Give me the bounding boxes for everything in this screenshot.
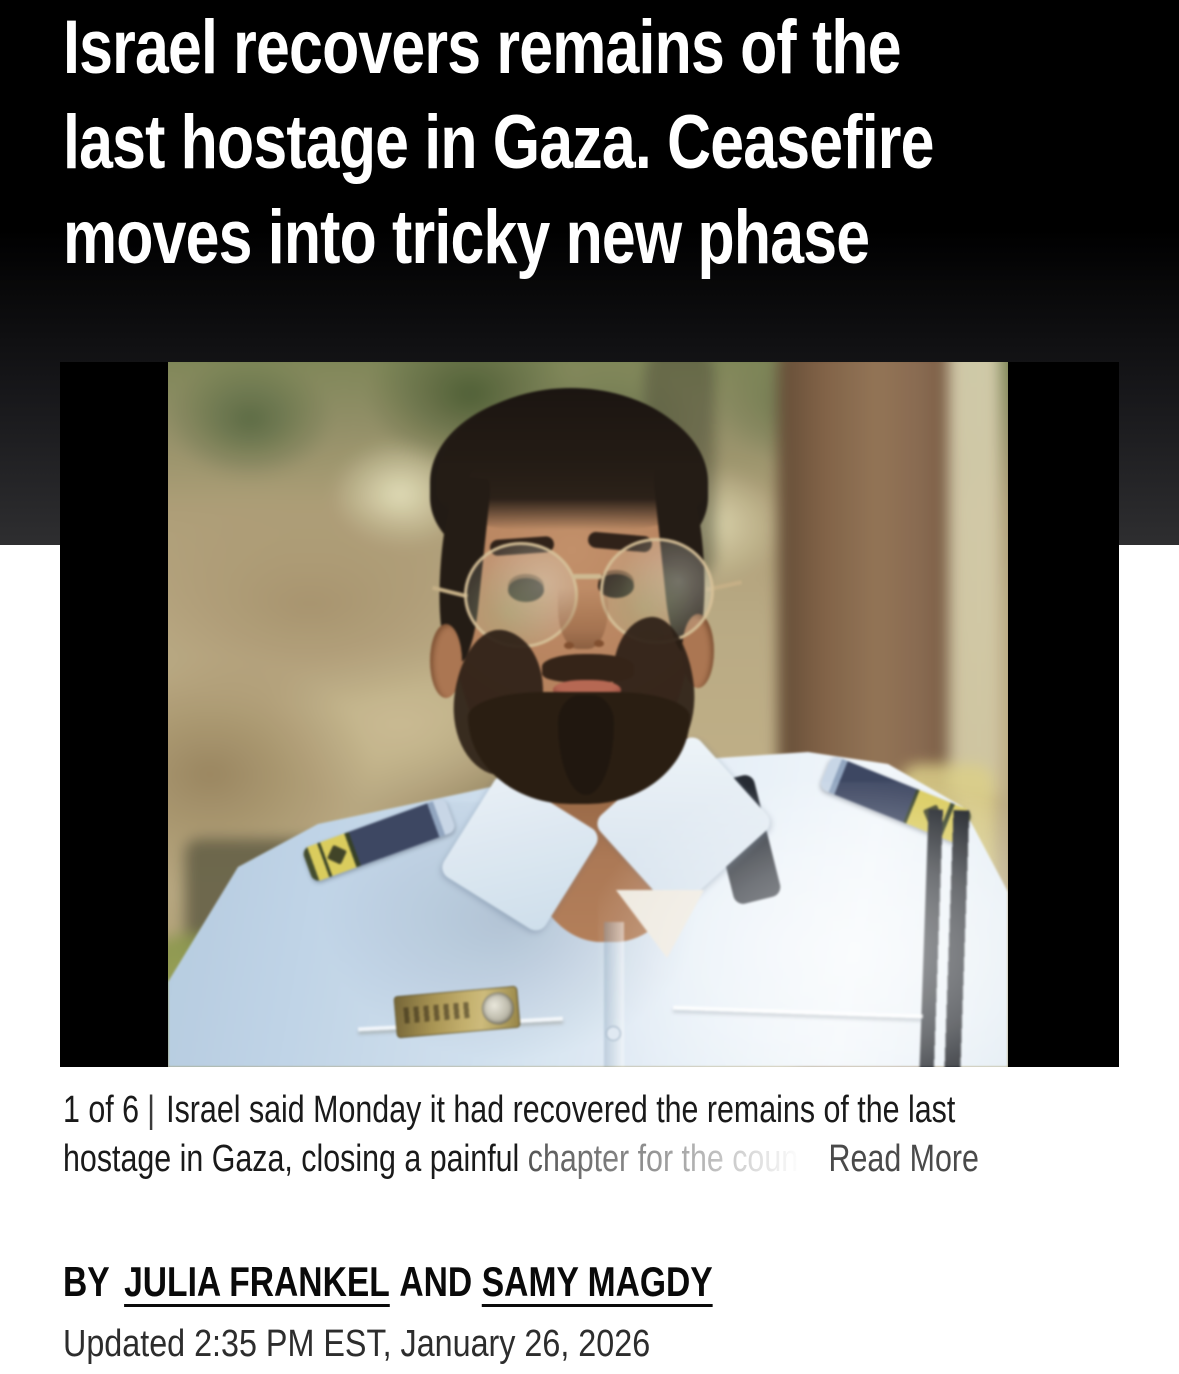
caption-divider: | — [147, 1089, 155, 1131]
byline-prefix: BY — [63, 1258, 110, 1305]
headline — [63, 0, 1151, 285]
caption-text-1: Israel said Monday it had recovered the remains of the last — [166, 1089, 956, 1131]
read-more-link[interactable]: Read More — [828, 1138, 979, 1180]
headline-line-3: moves into tricky new phase — [63, 195, 870, 280]
author-link-julia-frankel[interactable]: JULIA FRANKEL — [124, 1258, 390, 1305]
caption-text-fading: chapter for the coun — [528, 1138, 802, 1180]
officer-portrait — [168, 362, 1008, 1067]
byline — [63, 1256, 713, 1308]
caption-line-1 — [63, 1086, 956, 1135]
headline-line-1: Israel recovers remains of the — [63, 5, 901, 90]
author-link-samy-magdy[interactable]: SAMY MAGDY — [481, 1258, 713, 1305]
photo-counter: 1 of 6 — [63, 1089, 140, 1131]
lead-photo-frame — [60, 362, 1119, 1067]
byline-conjunction: AND — [399, 1258, 473, 1305]
lead-photo[interactable] — [168, 362, 1008, 1067]
headline-line-2: last hostage in Gaza. Ceasefire — [63, 100, 934, 185]
caption-line-2 — [63, 1135, 979, 1184]
photo-veil — [168, 362, 1008, 1067]
caption-text-2: hostage in Gaza, closing a painful — [63, 1138, 520, 1180]
updated-timestamp: Updated 2:35 PM EST, January 26, 2026 — [63, 1323, 651, 1365]
photo-caption — [63, 1086, 1143, 1184]
